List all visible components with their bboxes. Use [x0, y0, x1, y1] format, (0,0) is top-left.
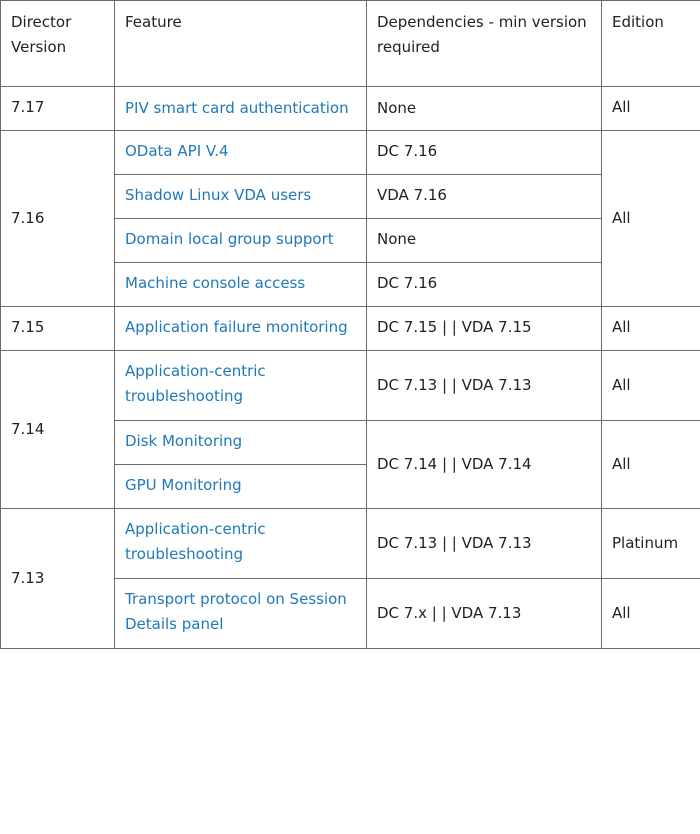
version-cell: 7.14 [1, 351, 115, 509]
edition-cell: All [602, 351, 700, 421]
dependency-cell: None [367, 87, 602, 131]
header-director-version: Director Version [1, 1, 115, 87]
dependency-cell: DC 7.x | | VDA 7.13 [367, 579, 602, 649]
feature-cell [115, 351, 367, 421]
dependency-cell: None [367, 219, 602, 263]
table-header-row [1, 1, 700, 87]
edition-cell: Platinum [602, 509, 700, 579]
feature-cell [115, 509, 367, 579]
feature-link[interactable]: Domain local group support [125, 230, 334, 248]
feature-link[interactable]: Machine console access [125, 274, 306, 292]
table-row [1, 307, 700, 351]
edition-cell: All [602, 421, 700, 509]
table-row [1, 509, 700, 579]
feature-cell [115, 175, 367, 219]
feature-cell [115, 263, 367, 307]
dependency-cell: DC 7.15 | | VDA 7.15 [367, 307, 602, 351]
header-feature: Feature [115, 1, 367, 87]
dependency-cell: DC 7.13 | | VDA 7.13 [367, 509, 602, 579]
version-cell: 7.15 [1, 307, 115, 351]
dependency-cell: DC 7.13 | | VDA 7.13 [367, 351, 602, 421]
dependency-cell: DC 7.14 | | VDA 7.14 [367, 421, 602, 509]
table-row [1, 351, 700, 421]
dependency-cell: DC 7.16 [367, 131, 602, 175]
edition-cell: All [602, 87, 700, 131]
version-cell: 7.13 [1, 509, 115, 649]
feature-link[interactable]: OData API V.4 [125, 142, 229, 160]
header-dependencies: Dependencies - min version required [367, 1, 602, 87]
feature-link[interactable]: GPU Monitoring [125, 476, 242, 494]
feature-link[interactable]: Disk Monitoring [125, 432, 243, 450]
header-edition: Edition [602, 1, 700, 87]
feature-link[interactable]: PIV smart card authentication [125, 99, 349, 117]
feature-cell [115, 579, 367, 649]
feature-link[interactable]: Shadow Linux VDA users [125, 186, 312, 204]
table-row [1, 87, 700, 131]
feature-cell [115, 219, 367, 263]
feature-link[interactable]: Application failure monitoring [125, 318, 348, 336]
feature-link[interactable]: Application-centric troubleshooting [125, 520, 266, 563]
feature-cell [115, 87, 367, 131]
feature-link[interactable]: Application-centric troubleshooting [125, 362, 266, 405]
feature-cell [115, 307, 367, 351]
version-cell: 7.17 [1, 87, 115, 131]
dependency-cell: VDA 7.16 [367, 175, 602, 219]
feature-cell [115, 421, 367, 465]
dependency-cell: DC 7.16 [367, 263, 602, 307]
feature-cell [115, 131, 367, 175]
edition-cell: All [602, 131, 700, 307]
feature-link[interactable]: Transport protocol on Session Details panel [125, 590, 347, 633]
edition-cell: All [602, 579, 700, 649]
feature-cell [115, 465, 367, 509]
version-cell: 7.16 [1, 131, 115, 307]
table-row [1, 131, 700, 175]
edition-cell: All [602, 307, 700, 351]
